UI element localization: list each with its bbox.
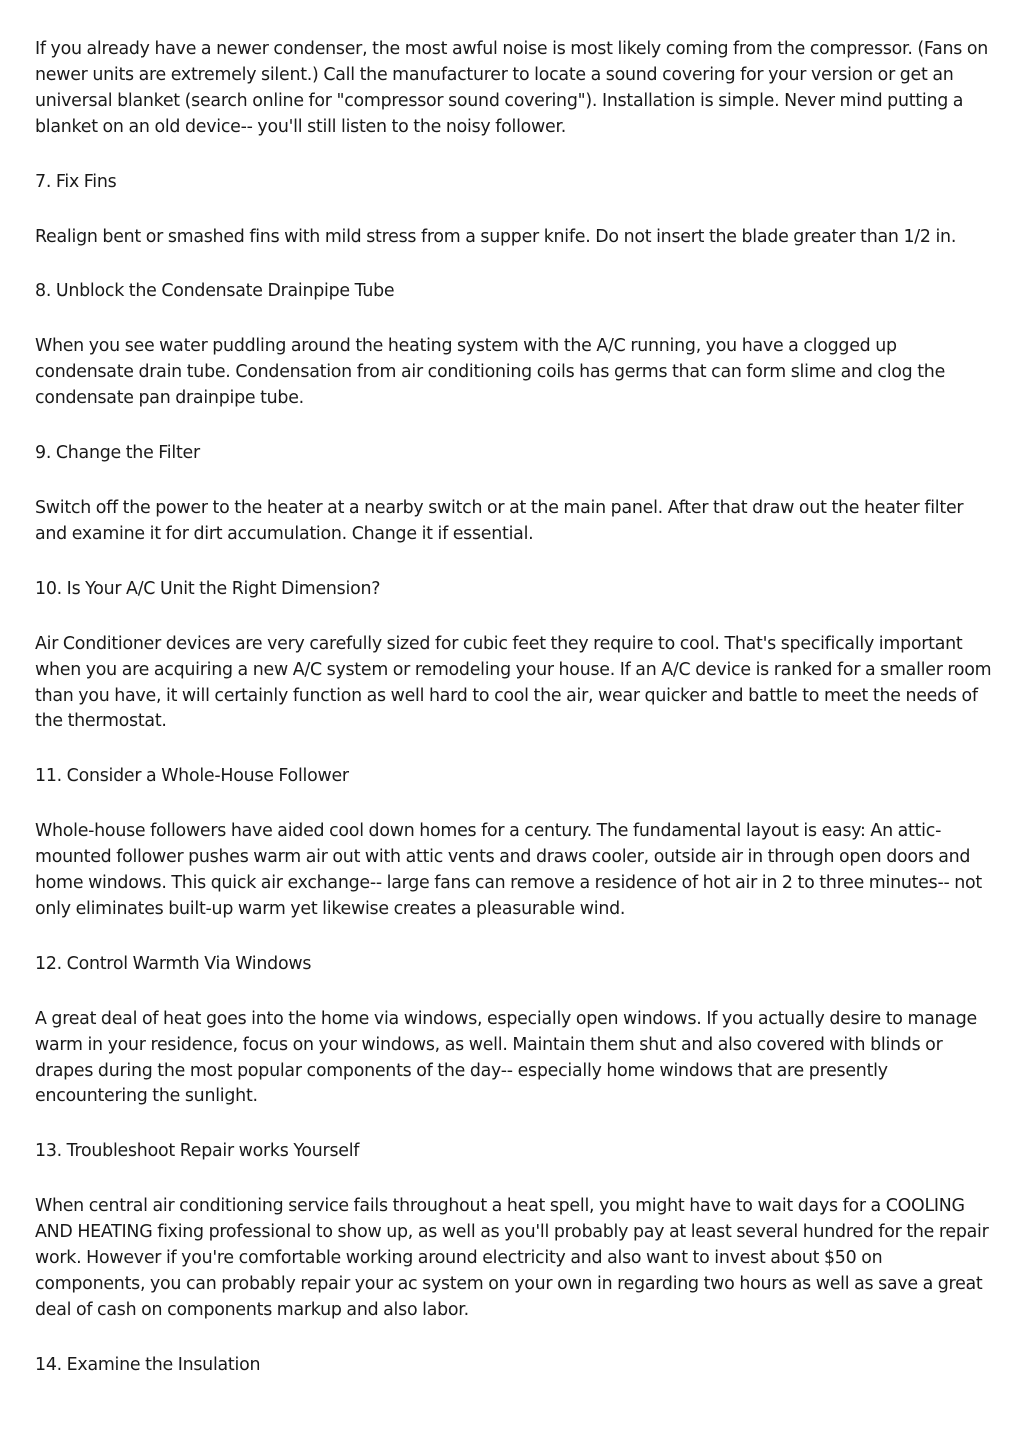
paragraph-control-warmth: A great deal of heat goes into the home via windows, especially open windows. If you actually desire to manage warm in your residence, focus on your windows, as well. Maintain them shut and also covered with blinds or drapes during the most popular components of the day-- especially home windows that are presently encountering the sunlight. xyxy=(35,1008,977,1107)
paragraph-change-filter: Switch off the power to the heater at a nearby switch or at the main panel. After that draw out the heater filter and examine it for dirt accumulation. Change it if essential. xyxy=(35,497,964,544)
heading-examine-insulation: 14. Examine the Insulation xyxy=(35,1354,261,1375)
heading-troubleshoot-repair: 13. Troubleshoot Repair works Yourself xyxy=(35,1141,360,1162)
heading-fix-fins: 7. Fix Fins xyxy=(35,171,117,192)
heading-whole-house-follower: 11. Consider a Whole-House Follower xyxy=(35,766,349,787)
heading-ac-dimension: 10. Is Your A/C Unit the Right Dimension? xyxy=(35,578,381,599)
paragraph-ac-dimension: Air Conditioner devices are very carefully sized for cubic feet they require to cool. That's specifically important when you are acquiring a new A/C system or remodeling your house. If an A/C device is ranked for a smaller room than you have, it will certainly function as well hard to cool the air, wear quicker and battle to meet the needs of the thermostat. xyxy=(35,633,992,732)
heading-unblock-drainpipe: 8. Unblock the Condensate Drainpipe Tube xyxy=(35,281,395,302)
paragraph-troubleshoot-repair: When central air conditioning service fails throughout a heat spell, you might have to wait days for a COOLING AND HEATING fixing professional to show up, as well as you'll probably pay at least several hundred for the repair work. However if you're comfortable working around electricity and also want to invest about $50 on components, you can probably repair your ac system on your own in regarding two hours as well as save a great deal of cash on components markup and also labor. xyxy=(35,1196,989,1320)
heading-control-warmth: 12. Control Warmth Via Windows xyxy=(35,953,312,974)
paragraph-compressor-noise: If you already have a newer condenser, the most awful noise is most likely coming from the compressor. (Fans on newer units are extremely silent.) Call the manufacturer to locate a sound covering for your version or get an universal blanket (search online for "compressor sound covering"). Installation is simple. Never mind putting a blanket on an old device-- you'll still listen to the noisy follower. xyxy=(35,39,988,137)
paragraph-fix-fins: Realign bent or smashed fins with mild stress from a supper knife. Do not insert the blade greater than 1/2 in. xyxy=(35,226,957,247)
paragraph-whole-house-follower: Whole-house followers have aided cool down homes for a century. The fundamental layout is easy: An attic-mounted follower pushes warm air out with attic vents and draws cooler, outside air in through open doors and home windows. This quick air exchange-- large fans can remove a residence of hot air in 2 to three minutes-- not only eliminates built-up warm yet likewise creates a pleasurable wind. xyxy=(35,821,982,919)
heading-change-filter: 9. Change the Filter xyxy=(35,443,200,464)
paragraph-unblock-drainpipe: When you see water puddling around the heating system with the A/C running, you have a clogged up condensate drain tube. Condensation from air conditioning coils has germs that can form slime and clog the condensate pan drainpipe tube. xyxy=(35,336,946,409)
document-body xyxy=(35,37,997,1408)
